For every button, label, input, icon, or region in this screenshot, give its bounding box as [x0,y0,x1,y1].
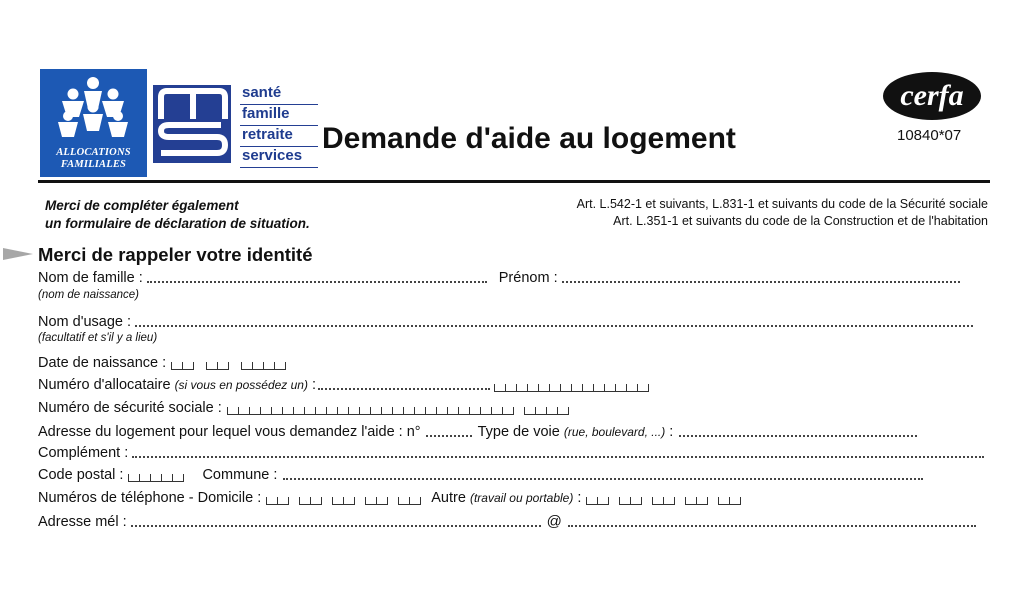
msa-letters-icon [153,85,231,163]
row-num-allocataire [38,375,649,393]
input-nom-famille[interactable] [147,281,487,283]
input-commune[interactable] [283,478,923,480]
input-code-postal[interactable] [128,467,184,482]
label-complement: Complément : [38,445,129,461]
msa-word-services: services [240,147,318,168]
input-type-voie[interactable] [679,435,917,437]
msa-tagline [240,84,318,168]
msa-logo [153,85,231,163]
row-num-secu [38,398,569,416]
label-autre: Autre (travail ou portable) : [431,490,582,506]
input-email-local[interactable] [131,525,541,527]
at-sign: @ [546,513,562,530]
msa-word-famille: famille [240,105,318,126]
input-tel-domicile-3[interactable] [332,490,355,505]
cerfa-logo-text: cerfa [900,79,964,112]
label-email: Adresse mél : [38,514,127,530]
label-commune: Commune : [202,467,278,483]
row-telephone [38,488,741,506]
arrow-icon [3,248,33,260]
row-date-naissance [38,353,286,371]
note-nom-usage: (facultatif et s'il y a lieu) [38,332,158,344]
label-nom-usage: Nom d'usage : [38,314,132,330]
row-email [38,512,976,530]
label-code-postal: Code postal : [38,467,124,483]
input-birth-day[interactable] [171,355,194,370]
input-numero-voie[interactable] [426,435,472,437]
input-complement[interactable] [132,456,984,458]
caf-logo-line1: ALLOCATIONS [56,147,131,158]
input-tel-autre-5[interactable] [718,490,741,505]
input-tel-domicile-4[interactable] [365,490,388,505]
label-type-voie: Type de voie (rue, boulevard, ...) : [477,424,674,440]
input-prenom[interactable] [562,281,960,283]
row-adresse [38,422,917,440]
input-tel-autre-2[interactable] [619,490,642,505]
input-tel-domicile-2[interactable] [299,490,322,505]
page-title: Demande d'aide au logement [322,122,736,155]
input-num-secu[interactable] [227,400,514,415]
input-tel-domicile-1[interactable] [266,490,289,505]
msa-word-retraite: retraite [240,126,318,147]
label-prenom: Prénom : [498,270,558,286]
input-tel-autre-1[interactable] [586,490,609,505]
note-line1: Merci de compléter également [45,198,239,213]
msa-word-sante: santé [240,84,318,105]
section-title: Merci de rappeler votre identité [38,244,313,265]
row-nom-usage [38,312,973,330]
caf-logo-line2: FAMILIALES [60,159,127,170]
input-nom-usage[interactable] [135,325,973,327]
legal-line2: Art. L.351-1 et suivants du code de la Construction et de l'habitation [613,214,988,228]
label-num-allocataire: Numéro d'allocataire (si vous en possédez un) : [38,377,317,393]
label-telephone: Numéros de téléphone - Domicile : [38,490,262,506]
row-nom-famille [38,268,960,286]
label-date-naissance: Date de naissance : [38,355,167,371]
note-line2: un formulaire de déclaration de situation. [45,216,310,231]
input-birth-month[interactable] [206,355,229,370]
input-cle-secu[interactable] [524,400,569,415]
label-num-secu: Numéro de sécurité sociale : [38,400,222,416]
row-code-postal [38,465,923,483]
input-tel-autre-4[interactable] [685,490,708,505]
note-nom-naissance: (nom de naissance) [38,289,139,301]
label-adresse: Adresse du logement pour lequel vous demandez l'aide : n° [38,424,421,440]
row-complement [38,443,984,461]
cerfa-logo [882,70,982,122]
input-num-allocataire-text[interactable] [318,388,490,390]
header-divider [38,180,990,183]
label-nom-famille: Nom de famille : [38,270,143,286]
input-tel-autre-3[interactable] [652,490,675,505]
caf-logo [40,69,147,177]
input-tel-domicile-5[interactable] [398,490,421,505]
legal-line1: Art. L.542-1 et suivants, L.831-1 et suivants du code de la Sécurité sociale [576,197,988,211]
family-figures-icon [40,69,147,149]
input-num-allocataire[interactable] [494,377,649,392]
input-birth-year[interactable] [241,355,286,370]
input-email-domain[interactable] [568,525,976,527]
form-number: 10840*07 [897,127,962,144]
